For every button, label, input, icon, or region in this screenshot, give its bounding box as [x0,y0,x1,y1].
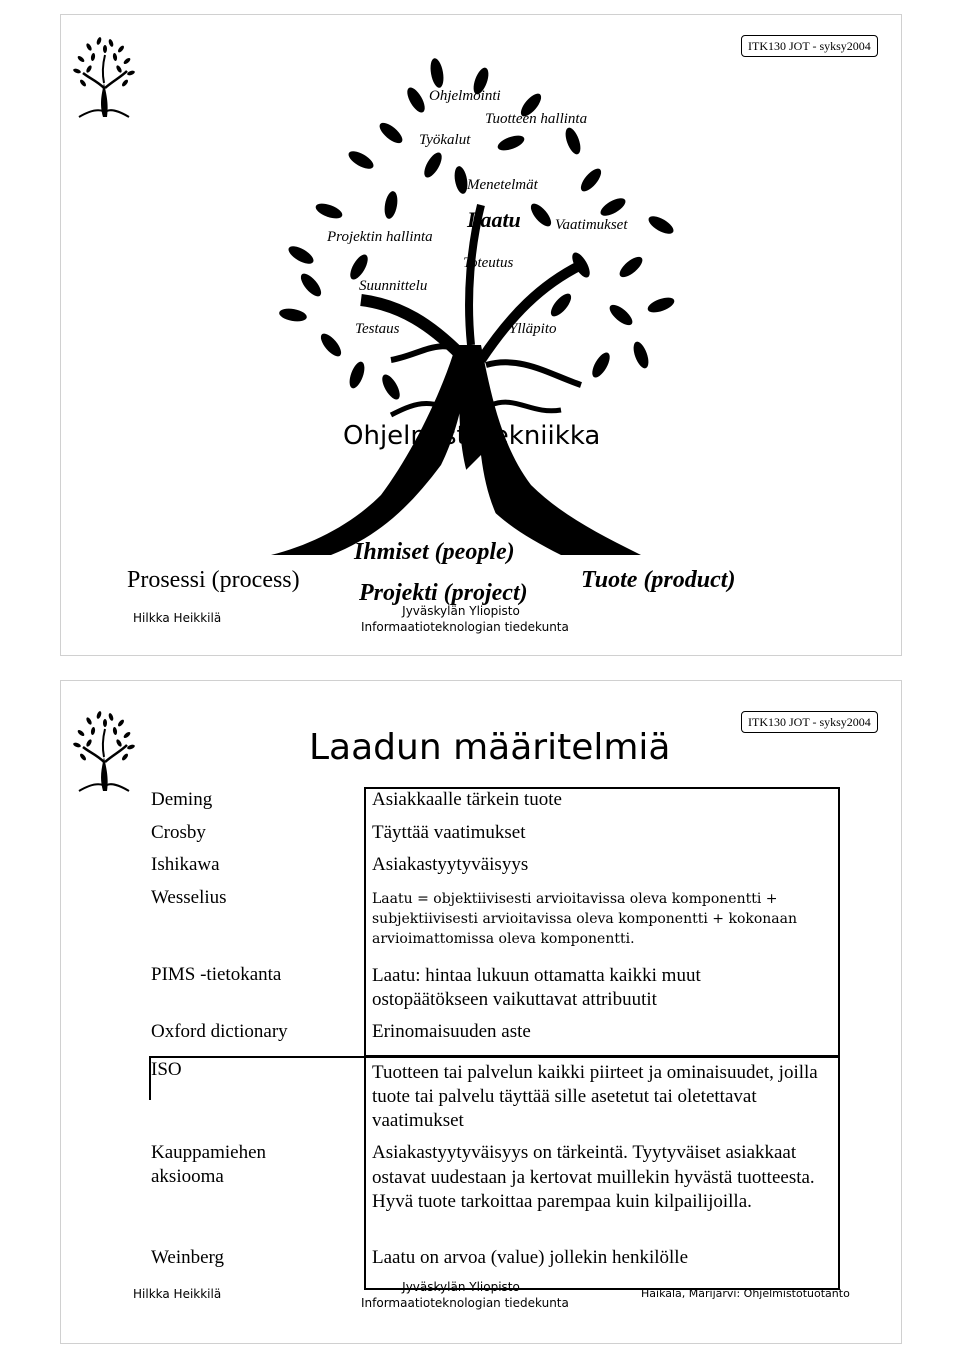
root-label-ihmiset: Ihmiset (people) [354,539,515,565]
leaf-label-ohjelmointi: Ohjelmointi [429,88,501,104]
footer-author: Hilkka Heikkilä [133,1287,222,1301]
definition-deming: Asiakkaalle tärkein tuote [372,789,562,810]
source-deming: Deming [151,789,213,810]
footer-faculty-name: Informaatioteknologian tiedekunta [361,620,569,634]
course-badge: ITK130 JOT - syksy2004 [741,711,878,733]
definition-kauppamiehen: Asiakastyytyväisyys on tärkeintä. Tyytyväiset asiakkaat ostavat uudestaan ja kertovat muillekin hyvästä tuotteesta. Hyvä tuote tarkoittaa parempaa kuin kilpailijoilla. [372,1142,815,1212]
tree-logo-icon [69,707,139,793]
source-ishikawa: Ishikawa [151,854,220,875]
definition-iso: Tuotteen tai palvelun kaikki piirteet ja ominaisuudet, joilla tuote tai palvelu täyttää sille asetetut tai oletettavat vaatimukset [372,1062,818,1131]
definition-ishikawa: Asiakastyytyväisyys [372,854,529,875]
leaf-label-suunnittelu: Suunnittelu [359,278,428,294]
footer-university [361,1279,569,1311]
footer-university-name: Jyväskylän Yliopisto [402,1280,520,1294]
leaf-label-yllapito: Ylläpito [509,321,557,337]
leaf-label-projektin-hallinta: Projektin hallinta [327,229,433,245]
trunk-label: Ohjelmistotekniikka [343,421,601,451]
source-wesselius: Wesselius [151,887,227,908]
source-kauppamiehen: Kauppamiehen aksiooma [151,1142,267,1187]
leaf-label-menetelmat: Menetelmät [467,177,538,193]
definition-crosby: Täyttää vaatimukset [372,822,526,843]
leaf-label-laatu: Laatu [467,207,521,232]
leaf-label-tuotteen-hallinta: Tuotteen hallinta [485,111,588,127]
source-pims: PIMS -tietokanta [151,964,282,985]
footer-university [361,603,569,635]
definition-wesselius: Laatu = objektiivisesti arvioitavissa oleva komponentti + subjektiivisesti arvioitavissa oleva komponentti + kokonaan arvioimattomissa oleva komponentti. [372,891,798,947]
source-weinberg: Weinberg [151,1247,225,1268]
source-iso: ISO [151,1059,182,1080]
footer-author: Hilkka Heikkilä [133,611,222,625]
root-label-projekti: Projekti (project) [359,580,528,606]
leaf-label-vaatimukset: Vaatimukset [555,217,628,233]
slide-1 [60,14,902,656]
course-badge: ITK130 JOT - syksy2004 [741,35,878,57]
leaf-label-tyokalut: Työkalut [419,132,471,148]
footer-reference: Haikala, Märijärvi: Ohjelmistotuotanto [641,1287,850,1300]
definition-oxford: Erinomaisuuden aste [372,1021,531,1042]
source-crosby: Crosby [151,822,206,843]
slide-2 [60,680,902,1344]
slide-title: Laadun määritelmiä [309,727,671,768]
leaf-label-testaus: Testaus [355,321,400,337]
root-label-prosessi: Prosessi (process) [127,567,300,593]
footer-faculty-name: Informaatioteknologian tiedekunta [361,1296,569,1310]
definition-weinberg: Laatu on arvoa (value) jollekin henkilölle [372,1247,689,1268]
root-label-tuote: Tuote (product) [581,567,736,593]
footer-university-name: Jyväskylän Yliopisto [402,604,520,618]
definition-pims: Laatu: hintaa lukuun ottamatta kaikki muut ostopäätökseen vaikuttavat attribuutit [372,965,701,1010]
source-oxford: Oxford dictionary [151,1021,288,1042]
leaf-label-toteutus: Toteutus [463,255,514,271]
